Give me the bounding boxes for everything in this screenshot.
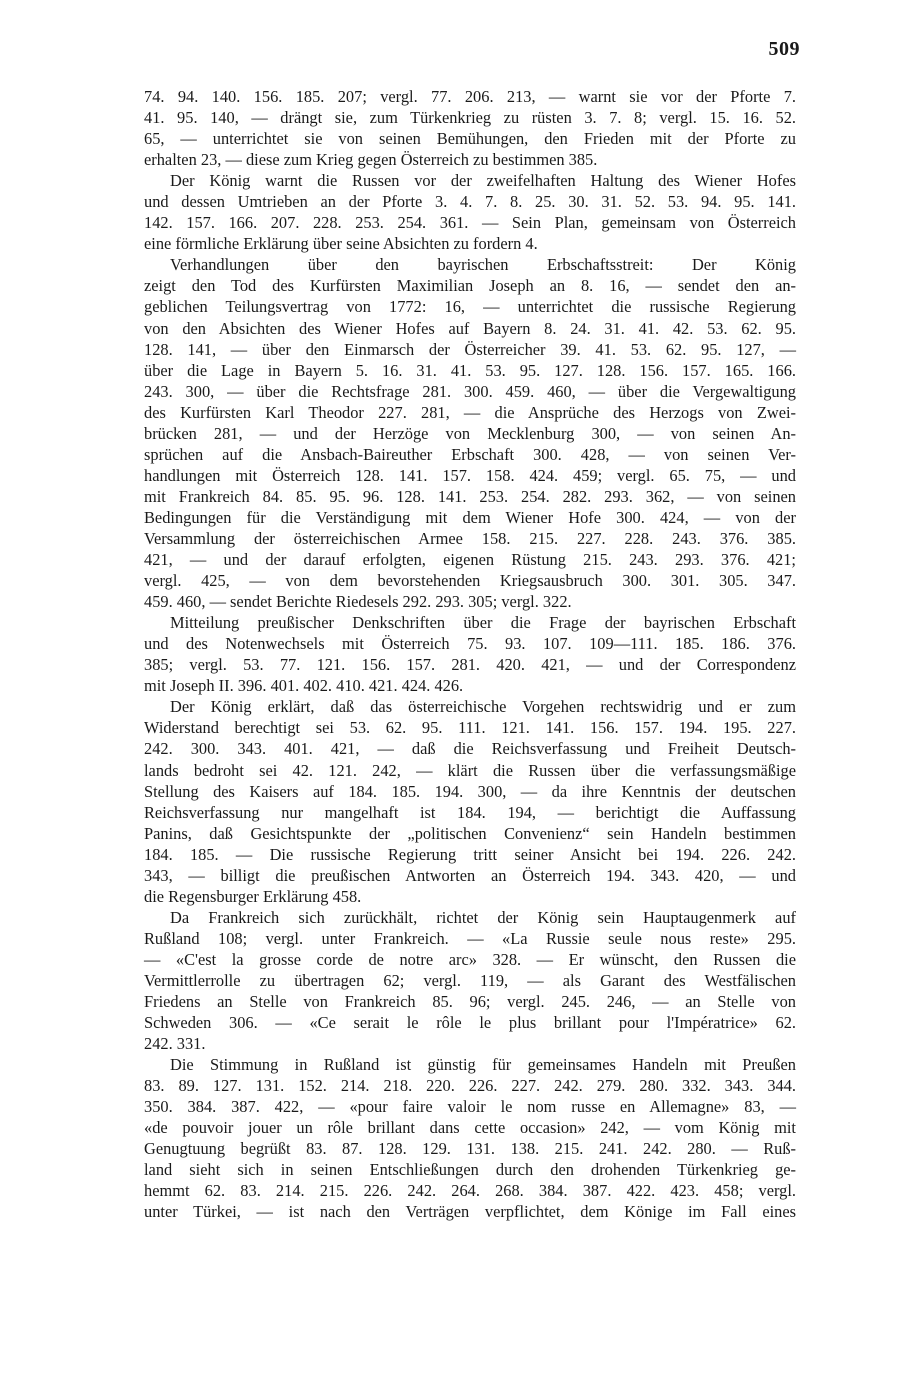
text-line: Mitteilung preußischer Denkschriften über die Frage der bayrischen Erbschaft (170, 613, 796, 633)
text-line: 385; vergl. 53. 77. 121. 156. 157. 281. 420. 421, — und der Correspondenz (144, 655, 796, 675)
text-line: Reichsverfassung nur mangelhaft ist 184. 194, — berichtigt die Auffassung (144, 802, 796, 822)
text-line: Widerstand berechtigt sei 53. 62. 95. 111. 121. 141. 156. 157. 194. 195. 227. (144, 718, 796, 738)
text-line: erhalten 23, — diese zum Krieg gegen Österreich zu bestimmen 385. (144, 150, 598, 170)
text-line: «de pouvoir jouer un rôle brillant dans cette occasion» 242, — vom König mit (144, 1118, 796, 1138)
text-line: und des Notenwechsels mit Österreich 75. 93. 107. 109—111. 185. 186. 376. (144, 634, 796, 654)
text-line: unter Türkei, — ist nach den Verträgen verpflichtet, dem Könige im Fall eines (144, 1202, 796, 1222)
text-line: Friedens an Stelle von Frankreich 85. 96; vergl. 245. 246, — an Stelle von (144, 992, 796, 1012)
text-line: Bedingungen für die Verständigung mit dem Wiener Hofe 300. 424, — von der (144, 507, 796, 527)
text-line: 459. 460, — sendet Berichte Riedesels 292. 293. 305; vergl. 322. (144, 592, 572, 612)
text-line: über die Lage in Bayern 5. 16. 31. 41. 53. 95. 127. 128. 156. 157. 165. 166. (144, 360, 796, 380)
text-line: 243. 300, — über die Rechtsfrage 281. 300. 459. 460, — über die Vergewaltigung (144, 381, 796, 401)
text-line: hemmt 62. 83. 214. 215. 226. 242. 264. 268. 384. 387. 422. 423. 458; vergl. (144, 1181, 796, 1201)
text-line: eine förmliche Erklärung über seine Absichten zu fordern 4. (144, 234, 538, 254)
text-line: Vermittlerrolle zu übertragen 62; vergl. 119, — als Garant des Westfälischen (144, 970, 796, 990)
text-line: von den Absichten des Wiener Hofes auf Bayern 8. 24. 31. 41. 42. 53. 62. 95. (144, 318, 796, 338)
text-line: — «C'est la grosse corde de notre arc» 328. — Er wünscht, den Russen die (144, 949, 796, 969)
text-line: brücken 281, — und der Herzöge von Mecklenburg 300, — von seinen An- (144, 423, 796, 443)
text-line: lands bedroht sei 42. 121. 242, — klärt die Russen über die verfassungsmäßige (144, 760, 796, 780)
text-line: land sieht sich in seinen Entschließungen durch den drohenden Türkenkrieg ge- (144, 1160, 796, 1180)
text-line: Der König erklärt, daß das österreichische Vorgehen rechtswidrig und er zum (170, 697, 796, 717)
text-line: die Regensburger Erklärung 458. (144, 886, 362, 906)
text-line: Schweden 306. — «Ce serait le rôle le plus brillant pour l'Impératrice» 62. (144, 1013, 796, 1033)
text-line: 350. 384. 387. 422, — «pour faire valoir le nom russe en Allemagne» 83, — (144, 1097, 796, 1117)
text-line: Da Frankreich sich zurückhält, richtet der König sein Hauptaugenmerk auf (170, 907, 796, 927)
text-line: Versammlung der österreichischen Armee 158. 215. 227. 228. 243. 376. 385. (144, 528, 796, 548)
text-line: Die Stimmung in Rußland ist günstig für gemeinsames Handeln mit Preußen (170, 1055, 796, 1075)
text-line: Verhandlungen über den bayrischen Erbschaftsstreit: Der König (170, 255, 796, 275)
page-number: 509 (768, 38, 800, 60)
text-line: Panins, daß Gesichtspunkte der „politischen Convenienz“ sein Handeln bestimmen (144, 823, 796, 843)
text-line: mit Joseph II. 396. 401. 402. 410. 421. 424. 426. (144, 676, 464, 696)
text-line: zeigt den Tod des Kurfürsten Maximilian Joseph an 8. 16, — sendet den an- (144, 276, 796, 296)
text-line: Rußland 108; vergl. unter Frankreich. — «La Russie seule nous reste» 295. (144, 928, 796, 948)
text-line: 65, — unterrichtet sie von seinen Bemühungen, den Frieden mit der Pforte zu (144, 129, 796, 149)
text-line: 242. 300. 343. 401. 421, — daß die Reichsverfassung und Freiheit Deutsch- (144, 739, 796, 759)
text-line: 242. 331. (144, 1034, 206, 1054)
text-line: 41. 95. 140, — drängt sie, zum Türkenkrieg zu rüsten 3. 7. 8; vergl. 15. 16. 52. (144, 108, 796, 128)
text-line: mit Frankreich 84. 85. 95. 96. 128. 141. 253. 254. 282. 293. 362, — von seinen (144, 486, 796, 506)
page-text (144, 86, 796, 1223)
text-line: 421, — und der darauf erfolgten, eigenen Rüstung 215. 243. 293. 376. 421; (144, 550, 796, 570)
text-line: des Kurfürsten Karl Theodor 227. 281, — die Ansprüche des Herzogs von Zwei- (144, 402, 796, 422)
text-line: Genugtuung begrüßt 83. 87. 128. 129. 131. 138. 215. 241. 242. 280. — Ruß- (144, 1139, 796, 1159)
text-line: 74. 94. 140. 156. 185. 207; vergl. 77. 206. 213, — warnt sie vor der Pforte 7. (144, 87, 796, 106)
text-line: Der König warnt die Russen vor der zweifelhaften Haltung des Wiener Hofes (170, 171, 796, 191)
text-line: 83. 89. 127. 131. 152. 214. 218. 220. 226. 227. 242. 279. 280. 332. 343. 344. (144, 1076, 796, 1096)
text-line: und dessen Umtrieben an der Pforte 3. 4. 7. 8. 25. 30. 31. 52. 53. 94. 95. 141. (144, 192, 796, 212)
text-line: Stellung des Kaisers auf 184. 185. 194. 300, — da ihre Kenntnis der deutschen (144, 781, 796, 801)
text-line: 142. 157. 166. 207. 228. 253. 254. 361. — Sein Plan, gemeinsam von Österreich (144, 213, 796, 233)
text-line: 343, — billigt die preußischen Antworten an Österreich 194. 343. 420, — und (144, 865, 796, 885)
text-line: 128. 141, — über den Einmarsch der Österreicher 39. 41. 53. 62. 95. 127, — (144, 339, 796, 359)
text-line: vergl. 425, — von dem bevorstehenden Kriegsausbruch 300. 301. 305. 347. (144, 571, 796, 591)
text-line: handlungen mit Österreich 128. 141. 157. 158. 424. 459; vergl. 65. 75, — und (144, 465, 796, 485)
text-line: geblichen Teilungsvertrag von 1772: 16, — unterrichtet die russische Regierung (144, 297, 796, 317)
text-line: sprüchen auf die Ansbach-Baireuther Erbschaft 300. 428, — von seinen Ver- (144, 444, 796, 464)
text-line: 184. 185. — Die russische Regierung tritt seiner Ansicht bei 194. 226. 242. (144, 844, 796, 864)
